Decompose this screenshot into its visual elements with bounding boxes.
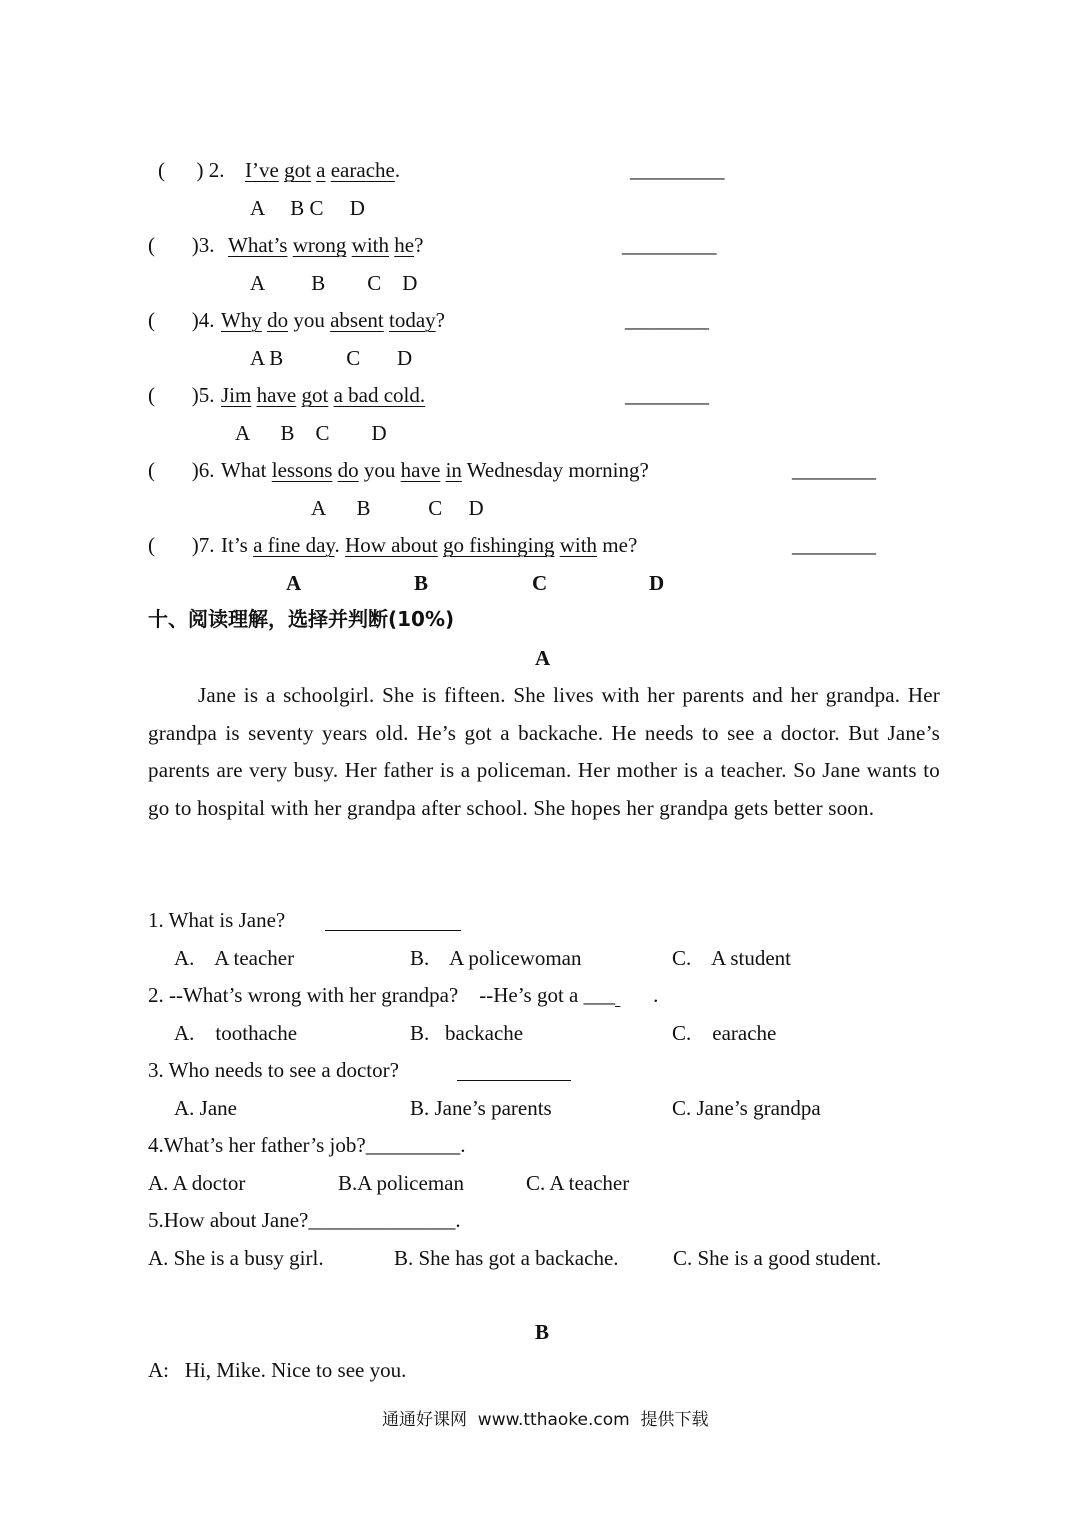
underlined-segment: a bad cold.: [333, 383, 426, 407]
passage-a-text: Jane is a schoolgirl. She is fifteen. She lives with her parents and her grandpa. Her grandpa is seventy years old. He’s got a backache. He needs to see a doctor. But Jane’s parents are very busy. Her father is a policeman. Her mother is a teacher. So Jane wants to go to hospital with her grandpa after school. She hopes her grandpa gets better soon.: [148, 683, 940, 820]
option-letter-c: C: [532, 571, 548, 595]
answer-blank: _________: [622, 233, 717, 257]
answer-blank: ________: [792, 533, 876, 557]
answer-line: [325, 930, 461, 931]
answer-paren: ( )3.: [148, 233, 215, 257]
answer-paren: ( )7.: [148, 533, 215, 557]
underlined-segment: lessons: [271, 458, 333, 482]
question-prompt: 2. --What’s wrong with her grandpa? --He’s got a ___: [148, 983, 616, 1007]
option-letters: A B C D: [250, 196, 365, 220]
item-sentence: [221, 460, 649, 481]
option-b: B. Jane’s parents: [410, 1096, 552, 1120]
underlined-segment: a: [316, 158, 326, 182]
option-a: A. toothache: [174, 1021, 298, 1045]
option-c: C. A teacher: [526, 1171, 630, 1195]
option-b: B. A policewoman: [410, 946, 582, 970]
option-a: A. A doctor: [148, 1171, 246, 1195]
underlined-segment: do: [337, 458, 359, 482]
underlined-segment: today: [388, 308, 436, 332]
sentence-segment: .: [394, 158, 401, 182]
underlined-segment: with: [559, 533, 598, 557]
option-c: C. earache: [672, 1021, 777, 1045]
answer-paren: ( )5.: [148, 383, 215, 407]
item-sentence: [228, 235, 423, 256]
underlined-segment: have: [256, 383, 297, 407]
underlined-segment: do: [267, 308, 289, 332]
underlined-segment: in: [445, 458, 462, 482]
option-letters: A B C D: [250, 271, 418, 295]
underlined-segment: go fishinging: [443, 533, 555, 557]
question-text: [148, 985, 658, 1006]
passage-a-heading: A: [535, 646, 551, 670]
answer-blank: ________: [625, 383, 709, 407]
option-letter-d: D: [649, 571, 665, 595]
question-text: 1. What is Jane?: [148, 908, 291, 932]
underlined-segment: I’ve: [245, 158, 279, 182]
underlined-segment: absent: [330, 308, 384, 332]
dialogue-line: A: Hi, Mike. Nice to see you.: [148, 1358, 407, 1382]
underlined-segment: a fine day: [253, 533, 335, 557]
option-letters: A B C D: [311, 496, 484, 520]
answer-line: [615, 985, 653, 1006]
underlined-segment: Jim: [221, 383, 252, 407]
option-c: C. A student: [672, 946, 792, 970]
sentence-segment: ?: [414, 233, 424, 257]
option-b: B. backache: [410, 1021, 524, 1045]
item-sentence: [245, 160, 400, 181]
answer-line: [457, 1080, 571, 1081]
sentence-segment: you: [358, 458, 401, 482]
option-b: B. She has got a backache.: [394, 1246, 619, 1270]
item-sentence: [221, 535, 637, 556]
option-b: B.A policeman: [338, 1171, 464, 1195]
option-letter-a: A: [286, 571, 302, 595]
option-c: C. Jane’s grandpa: [672, 1096, 821, 1120]
underlined-segment: How about: [345, 533, 438, 557]
passage-b-heading: B: [535, 1320, 550, 1344]
option-c: C. She is a good student.: [673, 1246, 882, 1270]
answer-paren: ( ) 2.: [158, 158, 225, 182]
option-letters: A B C D: [235, 421, 387, 445]
answer-blank: _________: [630, 158, 725, 182]
underlined-segment: he: [394, 233, 415, 257]
item-sentence: [221, 310, 445, 331]
page-footer: 通通好课网 www.tthaoke.com 提供下载: [382, 1410, 709, 1430]
answer-blank: ________: [625, 308, 709, 332]
option-a: A. A teacher: [174, 946, 295, 970]
option-a: A. She is a busy girl.: [148, 1246, 324, 1270]
sentence-segment: you: [288, 308, 331, 332]
option-letters: A B C D: [250, 346, 413, 370]
option-letter-b: B: [414, 571, 429, 595]
item-sentence: [221, 385, 425, 406]
question-text: 3. Who needs to see a doctor?: [148, 1058, 410, 1082]
sentence-segment: Wednesday morning?: [461, 458, 649, 482]
underlined-segment: What’s: [228, 233, 288, 257]
underlined-segment: wrong: [292, 233, 347, 257]
section-title: 十、阅读理解，选择并判断(10%): [148, 607, 455, 631]
underlined-segment: Why: [221, 308, 262, 332]
question-text: 5.How about Jane?______________.: [148, 1208, 461, 1232]
sentence-segment: It’s: [221, 533, 254, 557]
answer-paren: ( )4.: [148, 308, 215, 332]
sentence-segment: What: [221, 458, 272, 482]
underlined-segment: have: [400, 458, 441, 482]
question-tail: .: [653, 983, 659, 1007]
question-text: 4.What’s her father’s job?_________.: [148, 1133, 466, 1157]
option-a: A. Jane: [174, 1096, 237, 1120]
underlined-segment: got: [284, 158, 311, 182]
underlined-segment: with: [351, 233, 389, 257]
underlined-segment: earache: [330, 158, 395, 182]
sentence-segment: me?: [597, 533, 638, 557]
sentence-segment: .: [334, 533, 346, 557]
underlined-segment: got: [301, 383, 329, 407]
answer-blank: ________: [792, 458, 876, 482]
sentence-segment: ?: [435, 308, 445, 332]
answer-paren: ( )6.: [148, 458, 215, 482]
